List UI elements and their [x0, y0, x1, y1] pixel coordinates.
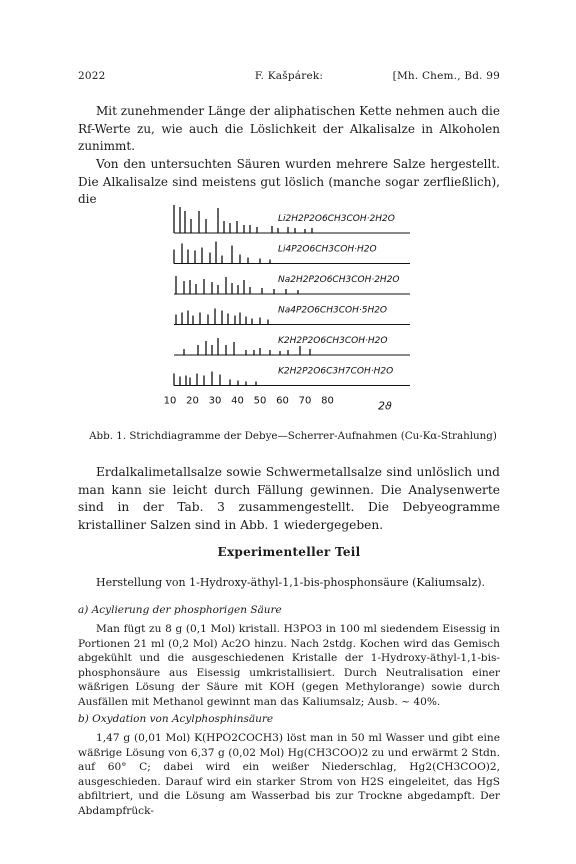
- axis-tick-label: 30: [208, 395, 222, 407]
- running-author: F. Kašpárek:: [254, 70, 324, 82]
- compound-label: K2H2P2O6C3H7COH·H2O: [278, 366, 394, 377]
- journal-ref: [Mh. Chem., Bd. 99: [392, 70, 500, 82]
- page-number: 2022: [78, 70, 106, 82]
- debye-scherrer-figure: [160, 197, 430, 422]
- axis-label: 2ϑ: [378, 399, 392, 413]
- axis-tick-label: 10: [163, 395, 177, 407]
- paragraph-rf: Mit zunehmender Länge der aliphatischen Kette nehmen auch die Rf-Werte zu, wie auch die Löslichkeit der Alkalisalze in Alkoholen zunimmt.: [78, 104, 500, 153]
- axis-tick-label: 80: [321, 395, 334, 407]
- axis-tick-label: 20: [186, 395, 199, 407]
- axis-tick-label: 70: [298, 395, 312, 407]
- compound-label: Na2H2P2O6CH3COH·2H2O: [278, 275, 400, 285]
- paragraph-acylierung: Man fügt zu 8 g (0,1 Mol) kristall. H3PO3 in 100 ml siedendem Eisessig in Portionen 21 ml (0,2 Mol) Ac2O hinzu. Nach 2stdg. Kochen wird das Gemisch abgekühlt und die ausgeschiedenen Kristalle der 1-Hydroxy-äthyl-1,1-bis-phosphonsäure aus Eisessig umkristallisiert. Durch Neutralisation einer wäßrigen Lösung der Säure mit KOH (gegen Methylorange) sowie durch Ausfällen mit Methanol gewinnt man das Kaliumsalz; Ausb. ~ 40%.: [78, 623, 500, 708]
- axis-tick-label: 40: [231, 395, 244, 407]
- compound-label: Li4P2O6CH3COH·H2O: [278, 244, 377, 255]
- section-title: Experimenteller Teil: [217, 545, 361, 559]
- paragraph-erdalkali: Erdalkalimetallsalze sowie Schwermetallsalze sind unlöslich und man kann sie leicht durch Fällung gewinnen. Die Analysenwerte sind in der Tab. 3 zusammengestellt. Die Debyeogramme kristalliner Salzen sind in Abb. 1 wiedergegeben.: [78, 465, 500, 532]
- subsection-b-title: b) Oxydation von Acylphosphinsäure: [78, 713, 274, 725]
- figure-caption: Abb. 1. Strichdiagramme der Debye—Scherrer-Aufnahmen (Cu-Kα-Strahlung): [89, 430, 497, 442]
- preparation-title: Herstellung von 1-Hydroxy-äthyl-1,1-bis-phosphonsäure (Kaliumsalz).: [96, 576, 486, 589]
- compound-label: K2H2P2O6CH3COH·H2O: [278, 336, 388, 346]
- axis-tick-label: 50: [253, 395, 267, 407]
- compound-label: Na4P2O6CH3COH·5H2O: [278, 305, 388, 316]
- compound-label: Li2H2P2O6CH3COH·2H2O: [278, 214, 395, 224]
- subsection-a-title: a) Acylierung der phosphorigen Säure: [78, 604, 282, 616]
- paragraph-salts: Von den untersuchten Säuren wurden mehrere Salze hergestellt. Die Alkalisalze sind meistens gut löslich (manche sogar zerfließlich), die: [78, 157, 500, 206]
- paragraph-oxydation: 1,47 g (0,01 Mol) K(HPO2COCH3) löst man in 50 ml Wasser und gibt eine wäßrige Lösung von 6,37 g (0,02 Mol) Hg(CH3COO)2 zu und erwärmt 2 Stdn. auf 60° C; dabei wird ein weißer Niederschlag, Hg2(CH3COO)2, ausgeschieden. Darauf wird ein starker Strom von H2S eingeleitet, das HgS abfiltriert, und die Lösung am Wasserbad bis zur Trockne abgedampft. Der Abdampfrück-: [78, 732, 500, 817]
- axis-tick-label: 60: [276, 395, 289, 407]
